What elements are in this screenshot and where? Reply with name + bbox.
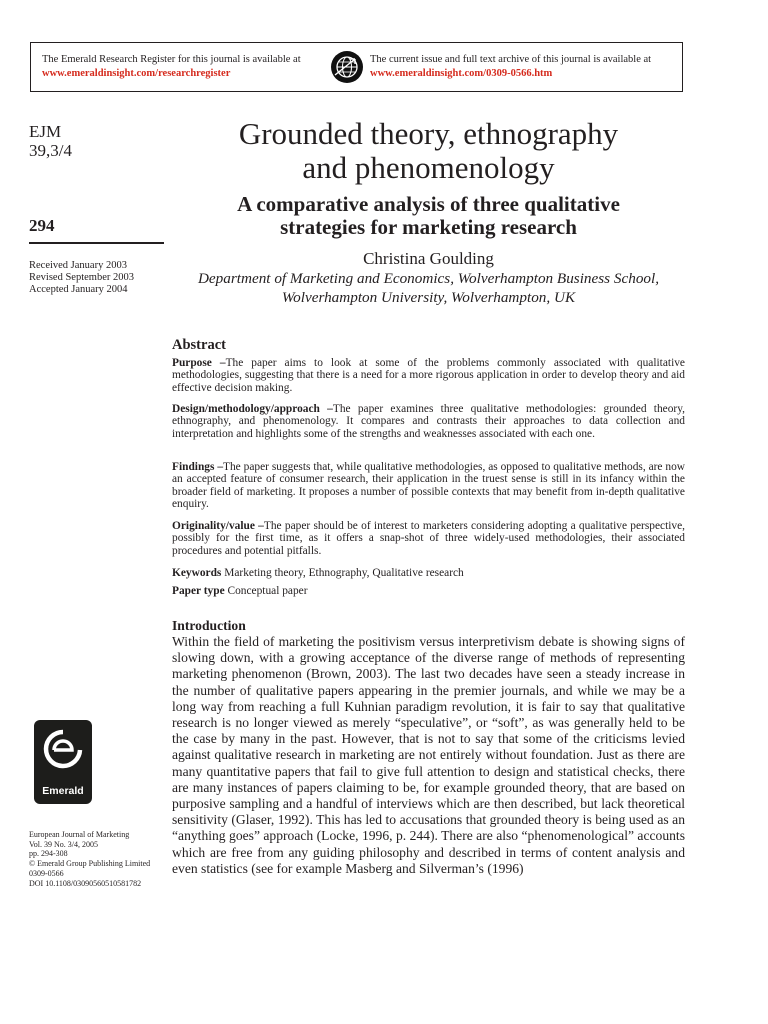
- title-line: and phenomenology: [302, 150, 555, 185]
- affiliation-line: Wolverhampton University, Wolverhampton, UK: [281, 288, 576, 306]
- journal-code: [29, 122, 72, 160]
- revised-date: Revised September 2003: [29, 272, 134, 283]
- emerald-logo: [34, 720, 92, 804]
- page-number: 294: [29, 216, 55, 235]
- register-link[interactable]: www.emeraldinsight.com/researchregister: [42, 68, 231, 79]
- purpose-label: Purpose –: [172, 357, 226, 369]
- abstract-findings: [172, 461, 685, 511]
- originality-text: The paper should be of interest to marketers considering adopting a qualitative perspective, possibly for the first time, as it offers a snap-shot of three widely-used methodologies, their associated procedures and potential pitfalls.: [172, 520, 686, 557]
- abstract-purpose: [172, 357, 685, 394]
- logo-text: Emerald: [42, 785, 84, 797]
- subtitle-line: A comparative analysis of three qualitative: [237, 192, 620, 216]
- design-label: Design/methodology/approach –: [172, 403, 333, 415]
- abstract-originality: [172, 520, 685, 557]
- article-title: [172, 117, 685, 185]
- abstract-heading: Abstract: [172, 337, 226, 353]
- register-text: The Emerald Research Register for this journal is available at: [42, 54, 301, 65]
- accepted-date: Accepted January 2004: [29, 284, 128, 295]
- article-subtitle: [172, 193, 685, 239]
- introduction-heading: Introduction: [172, 618, 246, 633]
- archive-link[interactable]: www.emeraldinsight.com/0309-0566.htm: [370, 68, 553, 79]
- divider: [29, 242, 164, 244]
- author-affiliation: [172, 270, 685, 307]
- archive-text: The current issue and full text archive of this journal is available at: [370, 54, 652, 65]
- paper-type-text: Conceptual paper: [227, 585, 308, 597]
- globe-icon: [331, 51, 363, 83]
- citation-volume: Vol. 39 No. 3/4, 2005: [29, 839, 98, 849]
- purpose-text: The paper aims to look at some of the problems commonly associated with qualitative methodologies, suggesting that there is a need for a more rigorous application in order to develop theory and aid effective decision making.: [172, 357, 685, 394]
- design-text: The paper examines three qualitative methodologies: grounded theory, ethnography, and phenomenology. It compares and contrasts their approaches to data collection and interpretation and highlights some of the strengths and weaknesses associated with each one.: [172, 403, 686, 440]
- keywords-label: Keywords: [172, 567, 222, 579]
- introduction-body: Within the field of marketing the positivism versus interpretivism debate is showing signs of slowing down, with a growing acceptance of the diverse range of methods of representing marketing phenomenon (Brown, 2003). The last two decades have seen a steady increase in the number of qualitative papers appearing in the premier journals, and while we may be a long way from reaching a full Kuhnian paradigm revolution, it is fair to say that qualitative research is no longer viewed as merely “speculative”, or “soft”, as was generally held to be the case by many in the past. However, that is not to say that some of the criticisms levied against qualitative research in marketing are not entirely without foundation. Just as there are many quantitative papers that fail to give full attention to design and statistical checks, there are many instances of papers claiming to be, for example grounded theory, that are based on purposive sampling and a handful of interviews which are then described, but lack theoretical sensitivity (Glaser, 1992). This has led to accusations that grounded theory is being used as an “anything goes” approach (Locke, 1996, p. 244). There are also “phenomenological” accounts which are free from any guiding philosophy and described in terms of content analysis and even statistics (see for example Masberg and Silverman’s (1996): [172, 634, 685, 876]
- originality-label: Originality/value –: [172, 520, 264, 532]
- journal-abbrev: EJM: [29, 122, 62, 141]
- author-name: Christina Goulding: [363, 249, 494, 268]
- access-banner: [30, 42, 683, 92]
- journal-citation: [29, 830, 150, 888]
- paper-type-label: Paper type: [172, 585, 225, 597]
- findings-text: The paper suggests that, while qualitative methodologies, as opposed to qualitative methods, are now an accepted feature of consumer research, their application in the truest sense is still in its infancy within the broader field of marketing. It proposes a number of possible contexts that may benefit from in-depth qualitative enquiry.: [172, 461, 686, 511]
- citation-journal: European Journal of Marketing: [29, 830, 130, 839]
- abstract-design: [172, 403, 685, 440]
- abstract-keywords: [172, 567, 685, 579]
- citation-copyright: © Emerald Group Publishing Limited: [29, 859, 151, 869]
- citation-pages: pp. 294-308: [29, 849, 68, 859]
- journal-volume: 39,3/4: [29, 141, 72, 160]
- received-date: Received January 2003: [29, 260, 127, 271]
- citation-doi: DOI 10.1108/03090560510581782: [29, 878, 142, 888]
- keywords-text: Marketing theory, Ethnography, Qualitative research: [224, 567, 464, 579]
- title-line: Grounded theory, ethnography: [238, 116, 619, 151]
- abstract-paper-type: [172, 585, 685, 597]
- affiliation-line: Department of Marketing and Economics, Wolverhampton Business School,: [197, 270, 660, 287]
- subtitle-line: strategies for marketing research: [280, 215, 577, 239]
- submission-dates: [29, 260, 134, 296]
- citation-issn: 0309-0566: [29, 868, 64, 878]
- emerald-swirl-icon: [34, 720, 92, 782]
- findings-label: Findings –: [172, 461, 223, 473]
